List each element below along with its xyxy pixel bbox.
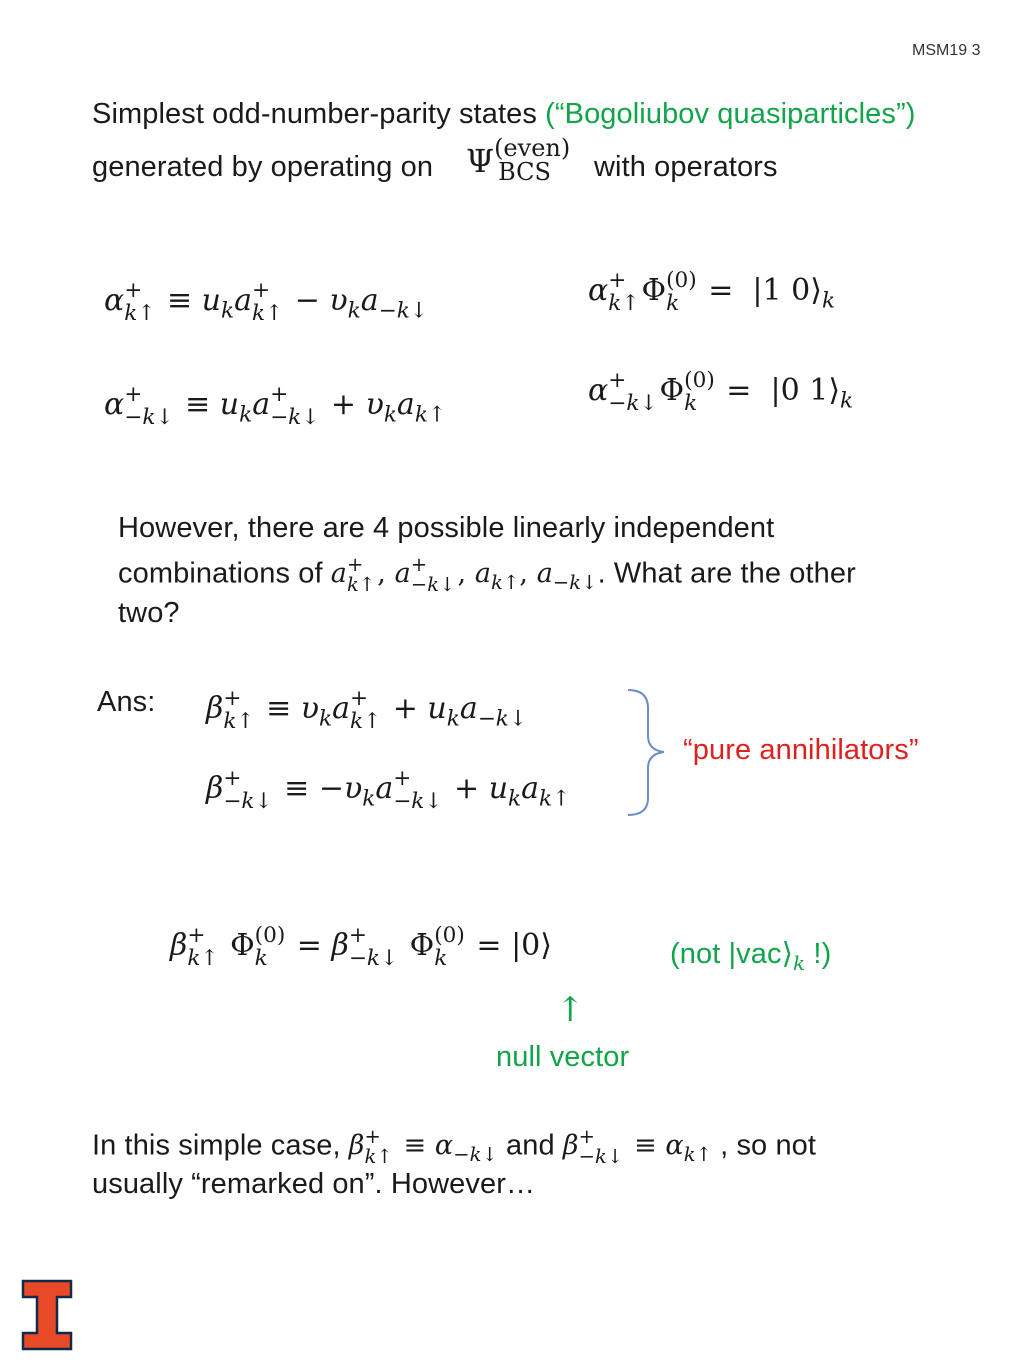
intro-line-2 [92, 151, 433, 184]
psi-subscript: BCS [498, 158, 551, 186]
psi-bcs-symbol: Ψ (even) BCS [466, 134, 571, 186]
question-line-3: two? [118, 597, 180, 629]
alpha-down-definition: α + −k↓ ≡ $u_ka$ + −k↓ + $\upsilon_ka_{k↑}$ [104, 382, 446, 430]
zero-state: |0⟩ [511, 928, 552, 964]
conclusion-text: In this simple case, [92, 1129, 341, 1162]
slide-number: MSM19 3 [912, 42, 981, 59]
beta-down-definition: β + −k↓ ≡ $-\upsilon_ka$ + −k↓ + $u_ka_{k↑}$ [206, 766, 571, 814]
not-vac-text: (not |vac⟩ [670, 938, 794, 970]
alpha-down-action: α + −k↓ Φ (0) k = |0 $1⟩_k$ [588, 368, 854, 416]
state-01: |0 1⟩ [770, 373, 841, 409]
psi-superscript: (even) [494, 134, 571, 162]
illinois-logo-icon [21, 1279, 73, 1351]
right-brace-icon [624, 688, 672, 818]
intro-text-2: generated by operating on [92, 151, 434, 183]
not-vac-end: !) [805, 938, 832, 970]
bogoliubov-note: (“Bogoliubov quasiparticles”) [545, 98, 916, 130]
alpha-up-action: α + k↑ Φ (0) k = |1 $0⟩_k$ [588, 268, 836, 316]
answer-label: Ans: [97, 686, 156, 718]
question-line-2: combinations of a + k↑ , a + −k↓ , $a_{k↑}$, $a_{-k↓}$. What are the other [118, 553, 856, 597]
conclusion-line-1: In this simple case, β + k↑ ≡ $\alpha_{-k↓}$ and β + −k↓ ≡ $\alpha_{k↑}$ , so not [92, 1125, 817, 1169]
conclusion-and: and [506, 1129, 555, 1162]
state-10: |1 0⟩ [752, 273, 822, 309]
intro-text-3: with operators [594, 151, 778, 183]
null-vector-label: null vector [496, 1041, 630, 1073]
question-text-2: . What are the other [597, 557, 856, 590]
pure-annihilators-label: “pure annihilators” [683, 734, 919, 766]
not-vacuum-note [670, 936, 831, 975]
null-vector-equation: β + k↑ Φ (0) k = β + −k↓ Φ (0) k = |0⟩ [170, 923, 552, 971]
conclusion-text-2: , so not [720, 1129, 817, 1162]
intro-line-1 [92, 98, 916, 131]
intro-text: Simplest odd-number-parity states [92, 98, 537, 130]
conclusion-line-2: usually “remarked on”. However… [92, 1168, 536, 1200]
not-vac-sub: k [793, 951, 806, 975]
alpha-up-definition: α + k↑ ≡ $u_ka$ + k↑ − $\upsilon_ka_{-k↓}$ [104, 278, 428, 326]
question-line-1: However, there are 4 possible linearly independent [118, 512, 775, 544]
up-arrow-icon: ↑ [556, 990, 585, 1030]
beta-up-definition: β + k↑ ≡ $\upsilon_ka$ + k↑ + $u_ka_{-k↓}$ [206, 686, 527, 734]
question-text: combinations of [118, 557, 323, 590]
